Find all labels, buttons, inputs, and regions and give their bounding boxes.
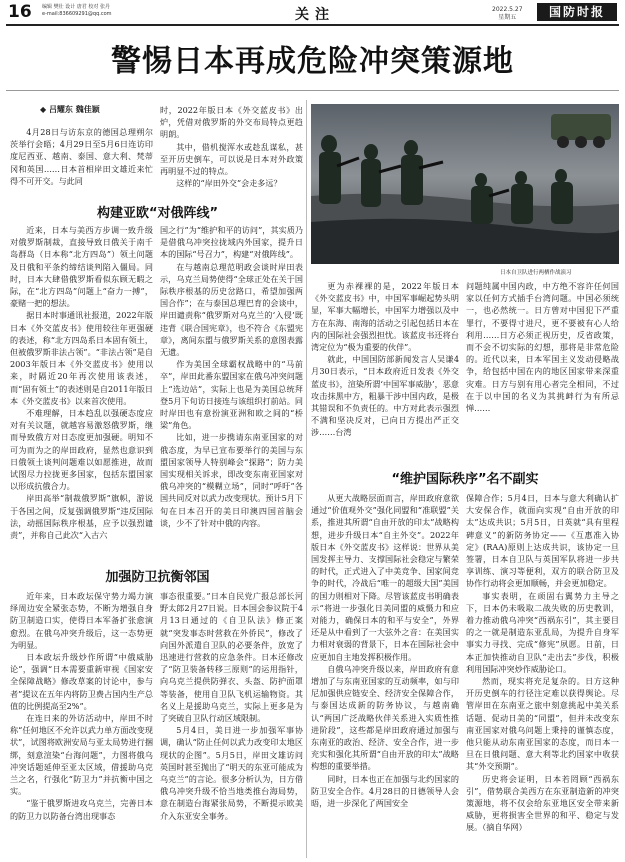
page-number: 16 (8, 2, 32, 22)
email-line: e-mail:836609291@qq.com (42, 11, 112, 17)
paragraph: 近年来，日本政坛保守势力竭力演绎周边安全紧张态势，不断为增强自身防卫制造口实，使得日本军备扩张愈演愈烈。在俄乌冲突升级后，这一态势更为明显。 (10, 591, 153, 650)
paragraph: 更为赤裸裸的是，2022年版日本《外交蓝皮书》中，中国军事崛起势头明显，军事大幅增长，中国军力增强以及中方在东海、南海的活动之引起包括日本在内的国际社会强烈担忧。该蓝皮书还将台湾定位为“极为重要的伙伴”。 (311, 281, 459, 353)
article-column-3a (311, 280, 459, 460)
paragraph: 自俄乌冲突升级以来，岸田政府有意增加了与东南亚国家的互动频率，如与印尼加强供应链安全、经济安全保障合作，与泰国达成新的防务协议，与越南确认“两国广泛战略伙伴关系进入实质性推进阶段”，这些都是岸田政府通过加强与东南亚的政治、经济、安全合作，进一步充实和强化其所谓“自由开放的印太”战略构想的重要举措。 (311, 663, 459, 772)
paragraph: 其中，借机搅浑水或趁乱谋私，甚至开历史倒车，可以说是日本对外政策再明显不过的特点。 (160, 141, 303, 177)
photo-caption: 日本自卫队进行两栖作战演习 (500, 270, 572, 276)
paragraph: 4月28日与访东京的德国总理朔尔茨举行会晤；4月29日至5月6日连访印度尼西亚、越南、泰国、意大利、梵蒂冈和英国……日本首相岸田文雄近来忙得不可开交。与此同 (10, 127, 153, 186)
paragraph: 日本政坛升级炒作所谓“中俄威胁论”，强调“日本需要重新审视《国家安全保障战略》修改草案的讨论中，参与者”提议在五年内将防卫费占国内生产总值的比例提高至2%”。 (10, 652, 153, 711)
paragraph: 岸田高举“制裁俄罗斯”旗帜，游说于各国之间，反复强调俄罗斯“违反国际法，动摇国际秩序根基，应予以强烈谴责”，并称自己此次“入古六 (10, 493, 153, 541)
article-column-3b (311, 492, 459, 858)
paragraph: 就此，中国国防部新闻发言人吴谦4月30日表示，“日本政府近日发表《外交蓝皮书》，渲染所谓‘中国军事威胁’，恶意攻击抹黑中方，粗暴干涉中国内政，是极其错误和不负责任的。中方对此表示强烈不满和坚决反对，已向日方提出严正交涉……台湾 (311, 354, 459, 438)
paragraph: 国之行”为“维护和平的访问”，其实质乃是借俄乌冲突拉拢域内外国家，提升日本的国际“号召力”，构建“对俄阵线”。 (160, 225, 303, 260)
subheading-3: “维护国际秩序”名不副实 (391, 472, 539, 487)
paragraph: 同时，日本也正在加强与北约国家的防卫安全合作。4月28日的日德领导人会晤，进一步深化了两国安全 (311, 773, 459, 809)
issue-date (492, 6, 523, 22)
article-column-2c (160, 590, 303, 858)
paragraph: 时，2022年版日本《外交蓝皮书》出炉，凭借对俄罗斯的外交布局特点更趋明朗。 (160, 105, 303, 140)
paragraph: 近来，日本与美西方步调一致升级对俄罗斯制裁，直接导致日俄关于南千岛群岛（日本称“北方四岛”）领土问题及日俄和平条约缔结谈判陷入僵局。同时，日本大肆借俄罗斯看似东顾无暇之际，在“北方四岛”问题上“奋力一搏”，豪赌一把的想法。 (10, 225, 153, 309)
article-byline: ◆ 吕耀东 魏佳颖 (40, 105, 100, 114)
subheading-1: 构建亚欧“对俄阵线” (96, 206, 219, 221)
paragraph: 事实表明，在顽固右翼势力主导之下，日本仍未吸取二战失败的历史教训，着力推动俄乌冲突“西祸东引”，其主要目的之一就是制造东亚乱局，为提升自身军事实力寻找、完成“修宪”夙愿。日前，日本正加快推动自卫队“走出去”步伐，积极利用国际冲突炒作威胁论口。 (466, 590, 619, 674)
newspaper-logo: 国防时报 (537, 3, 617, 21)
date-text: 2022.5.27 (492, 6, 523, 13)
paragraph: 从更大战略层面而言，岸田政府意欲通过“价值观外交”强化同盟和“准联盟”关系，推进其所谓“自由开放的印太”战略构想，进步升级日本“自主外交”。2022年版日本《外交蓝皮书》这样说：世界从美国发挥主导力、支撑国际社会稳定与繁荣的时代，正式进入了中美竞争、国家间竞争的时代，冷战后“唯一的超级大国”美国的国力则相对下降。尽管该蓝皮书明确表示“将进一步强化日美同盟的威慑力和应对能力，确保日本的和平与安全”，外界还是从中看到了一大弦外之音：在美国实力相对衰弱的背景下，日本在国际社会中应更加自主地发挥积极作用。 (311, 493, 459, 662)
paragraph: 历史将会证明，日本若罔顾“西祸东引”，借势联合美西方在东亚制造新的冲突策源地，将不仅会给东亚地区安全带来新威胁，更将损害全世界的和平、稳定与发展。（摘自华网） (466, 773, 619, 833)
soldiers-beach-image (311, 104, 619, 264)
paragraph: 然而，现实将充足复杂的。日方这种开历史倒车的行径注定难以获得舆论。尽管岸田在东南亚之旅中刻意挑起中美关系话题、促动日美的“同盟”，但并未改变东南亚国家对俄乌问题上秉持的谨慎态度，他只能从动东南亚国家的态度，而日本一旦在日俄问题、意大利等北约国家中收获其“外交预期”。 (466, 676, 619, 772)
header-divider (6, 24, 619, 26)
paragraph: 比如，进一步携请东南亚国家的对俄态度，为早已宣布要举行的美国与东盟国家领导人特别峰会“探路”；防力美国实现相关诉求，即改变东南亚国家对俄乌冲突的“模糊立场”，同时“呼吁”各国共同反对以武力改变现状。预计5月下旬在日本召开的美日印澳四国首脑会谈，少不了针对中俄的内容。 (160, 432, 303, 528)
column-divider (306, 100, 307, 858)
article-column-2b (160, 224, 303, 554)
article-column-4b (466, 492, 619, 858)
editor-info (42, 4, 112, 18)
paragraph: 不难理解，日本趋乱以强硬态度应对有关议题，就越容易激怒俄罗斯，继而导致俄方对日态度更加强硬。明知不可为而为之的岸田政府，显然也意识到日俄领土谈判问题难以如愿推进，故而试图尽力拉拢更多国家，包括东盟国家以形成抗俄合力。 (10, 408, 153, 492)
paragraph: “鉴于俄罗斯进攻乌克兰，完善日本的防卫力以防备台湾出现事态 (10, 798, 153, 821)
paragraph: 事态很重要。”日本自民党广报总部长河野太郎2月27日说。日本国会参议院于4月13日通过的《自卫队法》修正案就“突发事态时营救在外侨民”，修改了向国外派遣自卫队的必要条件，放宽了迅速进行营救的应急条件。日本还修改了“防卫装备转移三原则”的运用指针，向乌克兰提供防弹衣、头盔、防护面罩等装备，使用自卫队飞机运输物资。其名义上是援助乌克兰，实际上更多是为了突破自卫队行动区域限制。 (160, 591, 303, 724)
weekday-text: 星期五 (498, 14, 517, 21)
paragraph: 这样的“岸田外交”会走多远？ (176, 178, 282, 189)
section-title: 关注 (295, 7, 335, 23)
paragraph: 据日本时事通讯社报道，2022年版日本《外交蓝皮书》使用较往年更强硬的表述，称“北方四岛系日本固有领土，但被俄罗斯非法占领”。“非法占领”是自2003年版日本《外交蓝皮书》使用以来，时隔近20年再次使用该表述，而“固有领土”的表述则是自2011年版日本《外交蓝皮书》以来首次使用。 (10, 310, 153, 406)
paragraph: 在与越南总理范明政会谈时岸田表示，乌克兰局势使得“全球正处在关于国际秩序根基的历史岔路口，希望加强两国合作”；在与泰国总理巴育的会谈中，岸田谴责称“俄罗斯对乌克兰的‘入侵’既违背《联合国宪章》，也不符合《东盟宪章》，离间东盟与俄罗斯关系的意图表露无遗。 (160, 261, 303, 358)
paragraph: 在连日来的外访活动中，岸田不时称“任何地区不允许以武力单方面改变现状”，试图将欧洲安局与亚太局势进行捆绑，刻意渲染“台海问题”，力图将俄乌冲突话题延伸至亚太区域，借援助乌克兰之名，行强化“防卫力”并抗衡中国之实。 (10, 713, 153, 797)
article-column-2a (160, 104, 303, 196)
paragraph: 5月4日，美日进一步加强军事协调，确认“防止任何以武力改变印太地区现状的企图”。5月5日，岸田文雄访问英国时甚至抛出了“明天的东亚可能成为乌克兰”的言论。很多分析认为，日方借俄乌冲突升级不恰当地类推台海局势，意在制造台海紧张局势，不断提示欧美介入东亚安全事务。 (160, 725, 303, 821)
article-photo (311, 104, 619, 264)
article-column-1c (10, 590, 153, 858)
article-column-4a (466, 280, 619, 460)
paragraph: 保障合作；5月4日，日本与意大利确认扩大安保合作，就面向实现“自由开放的印太”达成共识；5月5日，日英就“具有里程碑意义”的新防务协定——《互惠准入协定》(RAA)原则上达成共识，该协定一旦签署，日本自卫队与英国军队将进一步共享训练、演习等便利，双方的联合防卫及协作行动将会更加顺畅，并会更加稳定。 (466, 493, 619, 589)
headline-divider (6, 90, 619, 91)
article-column-1b (10, 224, 153, 554)
article-headline: 警惕日本再成危险冲突策源地 (111, 44, 514, 79)
editor-line: 编辑 樊壮 设计 唐君 校对 张丹 (42, 4, 110, 10)
paragraph: 作为美国全球霸权战略中的“马前卒”，岸田此番东盟国家在俄乌冲突问题上“选边站”，实际上也是为美国总统拜登5月下旬访日接连与该组织打前站。同时岸田也有意扮演亚洲和欧之间的“桥梁”角色。 (160, 359, 303, 431)
subheading-2: 加强防卫抗衡邻国 (105, 570, 210, 585)
paragraph: 问题纯属中国内政，中方绝不容许任何国家以任何方式插手台湾问题。中国必须统一，也必然统一。日方曾对中国犯下严重罪行，不要得寸进尺，更不要被有心人给利用……日方必须正视历史，反省政策，而不会不切实际的幻想，那将是非常危险的。近代以来，日本军国主义发动侵略战争，给包括中国在内的地区国家带来深重灾难。日方与别有用心者完全相同，不过在于以中国的名义为其挑衅行为有所忌惮…… (466, 281, 619, 414)
